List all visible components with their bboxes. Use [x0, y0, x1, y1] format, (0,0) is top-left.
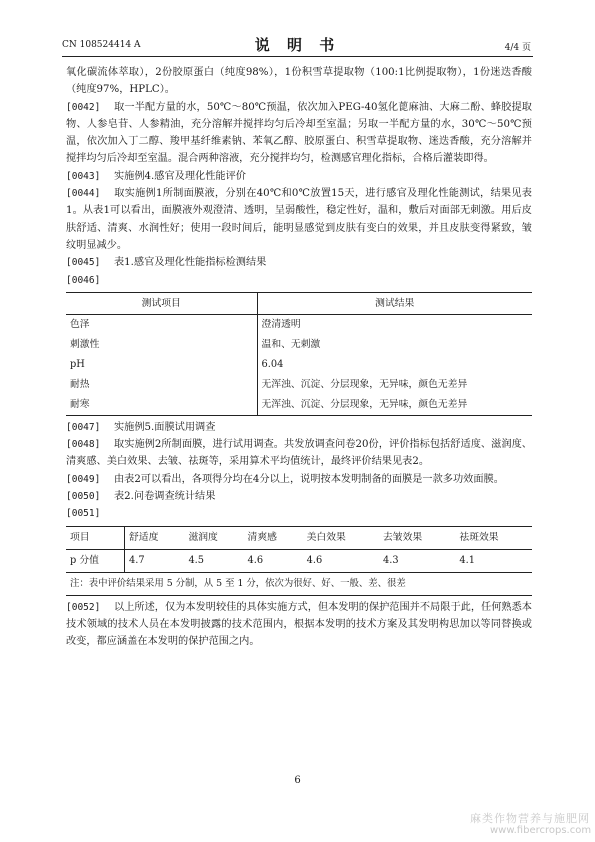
page-number: 6: [294, 775, 301, 786]
paragraph-text: 取实施例2所制面膜，进行试用调查。共发放调查问卷20份，评价指标包括舒适度、滋润度、清爽感、美白效果、去皱、祛斑等，采用算术平均值统计，最终评价结果见表2。: [66, 439, 532, 468]
table-cell: 4.7: [125, 549, 185, 572]
table-header-cell: 清爽感: [244, 526, 303, 549]
table-caption: 表2.问卷调查统计结果: [114, 491, 216, 503]
table-cell: 耐寒: [70, 399, 90, 411]
table-header-cell: 项目: [66, 526, 125, 549]
table-cell: 无浑浊、沉淀、分层现象，无异味，颜色无差异: [257, 375, 532, 395]
paragraph-text: 取实施例1所制面膜液，分别在40℃和0℃放置15天，进行感官及理化性能测试，结果见表1。从表1可以看出，面膜液外观澄清、透明，呈弱酸性，稳定性好，温和，敷后对面部无刺激。用后皮肤舒适、清爽、水润性好；使用一段时间后，能明显感觉到皮肤有变白的效果，并且皮肤变得紧致，皱纹明显减少。: [66, 188, 532, 251]
paragraph-tag: [0044]: [66, 188, 101, 200]
table-header-cell: 滋润度: [184, 526, 243, 549]
paragraph-0045: [66, 254, 532, 271]
paragraph-0052: [66, 599, 532, 651]
table-cell: 耐热: [70, 379, 90, 391]
paragraph-0048: [66, 436, 532, 471]
paragraph-text: 以上所述，仅为本发明较佳的具体实施方式，但本发明的保护范围并不局限于此，任何熟悉本技术领域的技术人员在本发明披露的技术范围内，根据本发明的技术方案及其发明构思加以等同替换或改变，都应涵盖在本发明的保护范围之内。: [66, 601, 532, 648]
paragraph-tag: [0047]: [66, 421, 101, 433]
table-cell: 4.6: [244, 549, 303, 572]
table-row: [66, 314, 532, 335]
table-header-cell: 祛斑效果: [455, 526, 532, 549]
paragraph-tag: [0051]: [66, 508, 101, 520]
table-row: [66, 335, 532, 355]
table-header-cell: 舒适度: [125, 526, 185, 549]
table-caption: 表1.感官及理化性能指标检测结果: [114, 257, 267, 269]
document-body: [66, 64, 532, 651]
paragraph-0042: [66, 99, 532, 168]
paragraph-text: 由表2可以看出，各项得分均在4分以上，说明按本发明制备的面膜是一款多功效面膜。: [114, 473, 504, 485]
table-header-row: [66, 292, 532, 314]
table-header-row: [66, 526, 532, 549]
paragraph-tag: [0052]: [66, 601, 101, 613]
table-cell: 色泽: [70, 319, 90, 331]
paragraph-tag: [0050]: [66, 491, 101, 503]
table-cell: 4.5: [184, 549, 243, 572]
page-indicator: 4/4 页: [504, 43, 531, 53]
survey-results-table: [66, 526, 532, 596]
paragraph-text: 取一半配方量的水，50℃～80℃预温，依次加入PEG-40氢化蓖麻油、大麻二酚、蜂胶提取物、人参皂苷、人参精油，充分溶解并搅拌均匀后冷却至室温；另取一半配方量的水，30℃～50℃预温，依次加入丁二醇、羧甲基纤维素钠、苯氧乙醇、胶原蛋白、积雪草提取物、迷迭香酸，充分溶解并搅拌均匀后冷却至室温。混合两种溶液，充分搅拌均匀，检测感官理化指标，合格后灌装即得。: [66, 101, 532, 165]
watermark-url: www.fibercrops.com: [490, 825, 592, 836]
paragraph-tag: [0046]: [66, 274, 101, 286]
paragraph-tag: [0049]: [66, 473, 101, 485]
paragraph-0046: [66, 272, 532, 289]
sensory-test-table: [66, 292, 532, 416]
paragraph-0047: [66, 419, 532, 436]
section-heading: 实施例4.感官及理化性能评价: [114, 170, 246, 182]
table-cell: 6.04: [257, 355, 532, 375]
section-heading: 实施例5.面膜试用调查: [114, 421, 216, 433]
table-cell: 4.1: [455, 549, 532, 572]
document-number: CN 108524414 A: [62, 40, 141, 50]
table-cell: 刺激性: [70, 339, 100, 351]
table-header-cell: 美白效果: [303, 526, 379, 549]
document-title: 说 明 书: [254, 36, 341, 54]
paragraph-0049: [66, 471, 532, 488]
table-header-cell: 测试结果: [257, 292, 532, 314]
paragraph-tag: [0043]: [66, 170, 101, 182]
table-row-label: p 分值: [66, 549, 125, 572]
table-row: [66, 549, 532, 572]
table-note: 注：表中评价结果采用 5 分制，从 5 至 1 分，依次为很好、好、一般、差、很差: [70, 577, 406, 589]
header-rule: [62, 56, 533, 57]
paragraph-tag: [0042]: [66, 101, 101, 113]
table-cell: 澄清透明: [257, 314, 532, 335]
table-cell: 无浑浊、沉淀、分层现象，无异味，颜色无差异: [257, 395, 532, 416]
table-cell: 温和、无刺激: [257, 335, 532, 355]
paragraph-tag: [0045]: [66, 257, 101, 269]
table-row: [66, 375, 532, 395]
table-header-cell: 去皱效果: [379, 526, 455, 549]
table-header-cell: 测试项目: [66, 292, 257, 314]
table-cell: 4.3: [379, 549, 455, 572]
table-cell: 4.6: [303, 549, 379, 572]
intro-paragraph: 氧化碳流体萃取），2份胶原蛋白（纯度98%），1份积雪草提取物（100:1比例提取物），1份迷迭香酸（纯度97%，HPLC）。: [66, 67, 532, 96]
paragraph-0044: [66, 185, 532, 254]
watermark-text: 麻类作物营养与施肥网: [470, 812, 590, 825]
table-row: [66, 355, 532, 375]
table-note-row: [66, 572, 532, 595]
paragraph-0050: [66, 488, 532, 505]
paragraph-0051: [66, 505, 532, 522]
paragraph-tag: [0048]: [66, 439, 101, 451]
table-cell: pH: [70, 359, 85, 371]
table-row: [66, 395, 532, 416]
paragraph-0043: [66, 168, 532, 185]
